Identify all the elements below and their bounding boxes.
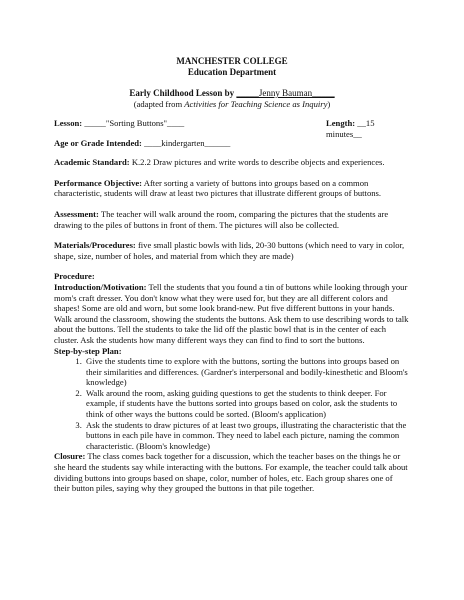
length-label: Length:: [326, 118, 356, 128]
introduction-paragraph: [54, 282, 410, 346]
lesson-row: [54, 118, 410, 139]
age-label: Age or Grade Intended:: [54, 137, 142, 148]
objective-text: After sorting a variety of buttons into groups based on a common characteristic, students will draw at least two pictures that illustrate different groups of buttons.: [54, 177, 382, 199]
length-field: [326, 118, 410, 139]
age-value: ____kindergarten______: [144, 137, 231, 148]
assessment-label: Assessment:: [54, 208, 99, 219]
procedure-heading: Procedure:: [54, 271, 95, 282]
standard-label: Academic Standard:: [54, 157, 130, 168]
length-value: __15 minutes__: [326, 118, 375, 139]
procedure-section: [54, 271, 410, 493]
lesson-title: _____"Sorting Buttons"____: [84, 118, 185, 128]
materials: [54, 240, 410, 261]
lesson-by-label: Early Childhood Lesson by: [129, 88, 235, 98]
academic-standard: [54, 157, 410, 168]
step-item: 1. Give the students time to explore with the buttons, sorting the buttons into groups based on their similarities and differences. (Gardner's interpersonal and bodily-kinesthetic and Bloom's knowledge): [84, 356, 410, 388]
materials-text: five small plastic bowls with lids, 20-30 buttons (which need to vary in color, shape, size, number of holes, and material from which they are made): [54, 240, 405, 261]
closure-paragraph: [54, 451, 410, 493]
step-list: [54, 356, 410, 451]
introduction-text: Tell the students that you found a tin of buttons while looking through your mom's craft dresser. You don't know what they were used for, but they are all different colors and shapes! Some are old and worn, but some look brand-new. Put five different buttons in your hands. Walk around the classroom, showing the students the buttons. Ask them to use describing words to talk about the buttons. Tell the students to take the lid off the plastic bowl that is in the center of each cluster. Ask the students how many different ways they can find to find to sort the buttons.: [54, 281, 409, 345]
adapted-prefix: (adapted from: [133, 98, 185, 109]
lesson-label: Lesson:: [54, 118, 83, 128]
document-header: [0, 56, 464, 109]
adapted-suffix: ): [327, 98, 331, 109]
objective-label: Performance Objective:: [54, 177, 143, 188]
standard-text: K.2.2 Draw pictures and write words to describe objects and experiences.: [131, 157, 385, 168]
adapted-source-title: Activities for Teaching Science as Inquiry: [184, 98, 328, 109]
author-name: _____Jenny Bauman_____: [236, 88, 335, 98]
lesson-content: [54, 118, 410, 494]
department-name: Education Department: [187, 67, 277, 77]
assessment-text: The teacher will walk around the room, comparing the pictures that the students are drawing to the piles of buttons in front of them. The pictures will also be collected.: [54, 208, 389, 230]
assessment: [54, 209, 410, 230]
step-item: 2. Walk around the room, asking guiding questions to get the students to think deeper. For example, if students have the buttons sorted into groups based on color, ask the students to think of other ways the buttons could be sorted. (Bloom's application): [84, 388, 410, 420]
college-name: MANCHESTER COLLEGE: [176, 56, 288, 66]
step-item: 3. Ask the students to draw pictures of at least two groups, illustrating the characteristic that the buttons in each pile have in common. They need to label each picture, naming the common characteristic. (Bloom's knowledge): [84, 420, 410, 452]
introduction-label: Introduction/Motivation:: [54, 281, 147, 292]
adapted-from-line: [0, 99, 464, 110]
lesson-author-line: [0, 88, 464, 99]
performance-objective: [54, 178, 410, 199]
materials-label: Materials/Procedures:: [54, 240, 136, 251]
step-plan-heading: Step-by-step Plan:: [54, 345, 122, 356]
closure-text: The class comes back together for a discussion, which the teacher bases on the things he or she heard the students say while interacting with the buttons. For example, the teacher could talk about dividing buttons into groups based on shape, color, number of holes, etc. Each group shares one of their button piles, saying why they grouped the buttons in that pile together.: [54, 451, 408, 494]
closure-label: Closure:: [54, 451, 86, 462]
age-row: [54, 138, 410, 149]
